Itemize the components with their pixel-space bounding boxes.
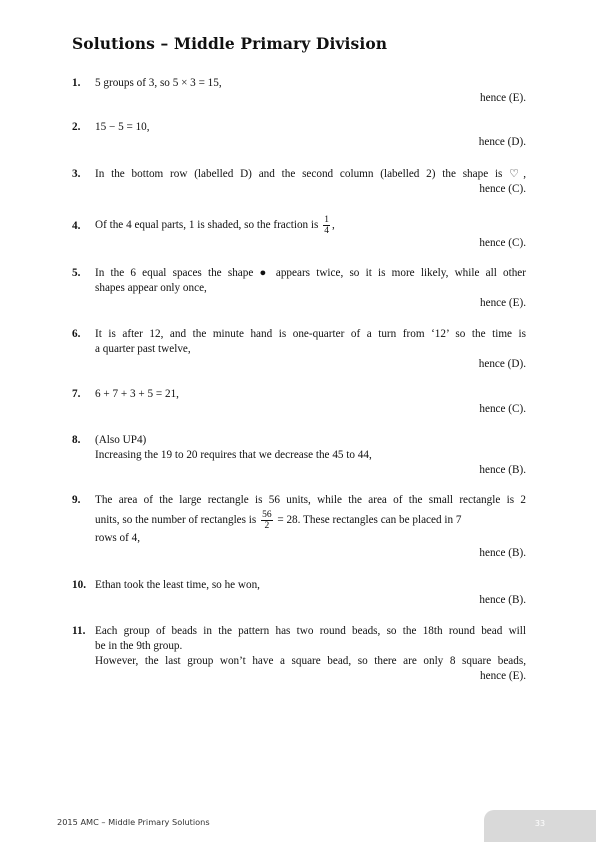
answer-text: hence (B). (479, 464, 526, 476)
solution-2 (72, 120, 526, 150)
solution-text: 15 − 5 = 10, (95, 121, 150, 133)
solution-number: 3. (72, 168, 81, 180)
answer-text: hence (B). (479, 594, 526, 606)
solution-5 (72, 266, 526, 311)
solution-text: 5 groups of 3, so 5 × 3 = 15, (95, 77, 222, 89)
fraction (323, 215, 330, 236)
answer-text: hence (C). (479, 237, 526, 249)
solution-number: 7. (72, 388, 81, 400)
solution-11 (72, 624, 526, 684)
answer-text: hence (C). (479, 403, 526, 415)
answer-text: hence (C). (479, 183, 526, 195)
answer-text: hence (D). (478, 136, 526, 148)
answer-text: hence (D). (478, 358, 526, 370)
solution-text: 6 + 7 + 3 + 5 = 21, (95, 388, 179, 400)
page-title: Solutions – Middle Primary Division (72, 34, 388, 53)
solution-number: 1. (72, 77, 81, 89)
solution-text: a quarter past twelve, (95, 343, 191, 355)
solution-text: It is after 12, and the minute hand is one-quarter of a turn from ‘12’ so the time is (95, 328, 526, 340)
solution-10 (72, 578, 526, 608)
solution-number: 5. (72, 267, 81, 279)
footer-page-tab (484, 810, 596, 842)
fraction (261, 510, 273, 531)
page-number: 33 (534, 819, 546, 828)
solution-text: be in the 9th group. (95, 640, 183, 652)
solution-8 (72, 433, 526, 478)
fraction-numerator: 56 (262, 510, 272, 520)
solution-text (95, 510, 526, 531)
solution-number: 2. (72, 121, 81, 133)
solution-number: 4. (72, 220, 81, 232)
solution-text-pre: Of the 4 equal parts, 1 is shaded, so the fraction is (95, 219, 319, 232)
solution-text: Each group of beads in the pattern has two round beads, so the 18th round bead will (95, 625, 526, 637)
fraction-denominator: 4 (324, 226, 329, 236)
solution-text: In the 6 equal spaces the shape ● appears twice, so it is more likely, while all other (95, 267, 526, 279)
solution-number: 10. (72, 579, 86, 591)
solution-text-post: , (331, 219, 335, 232)
footer-title: 2015 AMC – Middle Primary Solutions (57, 817, 210, 827)
solution-number: 9. (72, 494, 81, 506)
answer-text: hence (E). (480, 670, 526, 682)
solution-3 (72, 167, 526, 197)
solution-7 (72, 387, 526, 417)
solution-text: Increasing the 19 to 20 requires that we decrease the 45 to 44, (95, 449, 372, 461)
answer-text: hence (E). (480, 92, 526, 104)
solution-text: Ethan took the least time, so he won, (95, 579, 260, 591)
solution-9 (72, 493, 526, 561)
solution-text: (Also UP4) (95, 434, 147, 446)
fraction-numerator: 1 (324, 215, 329, 225)
solution-1 (72, 76, 526, 106)
solution-text (95, 215, 526, 236)
solution-number: 8. (72, 434, 81, 446)
answer-text: hence (E). (480, 297, 526, 309)
answer-text: hence (B). (479, 547, 526, 559)
solution-number: 6. (72, 328, 81, 340)
solution-text-pre: units, so the number of rectangles is (95, 514, 257, 527)
solution-number: 11. (72, 625, 86, 637)
fraction-denominator: 2 (264, 521, 270, 531)
solution-text-post: = 28. These rectangles can be placed in 7 (277, 514, 462, 527)
solution-text: In the bottom row (labelled D) and the second column (labelled 2) the shape is ♡, (95, 168, 526, 180)
solution-4 (72, 215, 526, 251)
solution-text: The area of the large rectangle is 56 units, while the area of the small rectangle is 2 (95, 494, 526, 506)
solution-text: However, the last group won’t have a square bead, so there are only 8 square beads, (95, 655, 526, 667)
solution-text: rows of 4, (95, 532, 141, 544)
solution-6 (72, 327, 526, 372)
solution-text: shapes appear only once, (95, 282, 207, 294)
